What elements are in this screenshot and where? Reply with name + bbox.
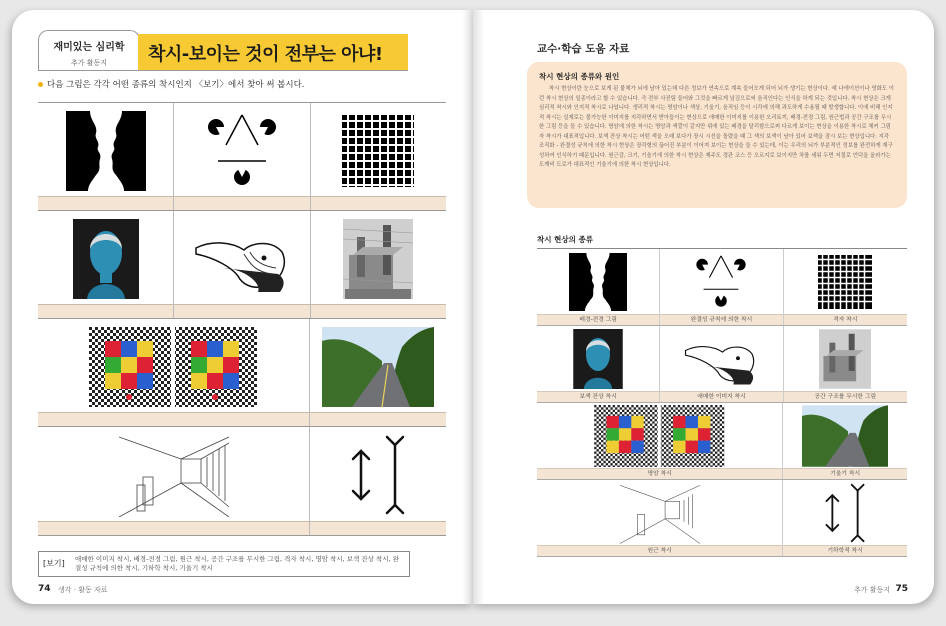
grid-row: [38, 103, 446, 211]
grid-row: [38, 211, 446, 319]
category-sub-label: 추가 활동지: [70, 59, 108, 67]
caption: 원근 착시: [537, 545, 782, 556]
divider: [38, 70, 408, 71]
table-row: [537, 403, 907, 480]
right-page: [473, 10, 934, 604]
table-cell: [783, 480, 907, 556]
caption: 완결성 규칙에 의한 착시: [660, 314, 782, 325]
worksheet-grid: [38, 102, 446, 536]
vase-faces-figure: [38, 103, 174, 210]
explanation-box: [527, 62, 907, 208]
kanizsa-triangle-figure: [174, 103, 310, 210]
answer-blank[interactable]: [311, 304, 446, 318]
caption: 기울기 착시: [783, 468, 907, 479]
page-title: 착시-보이는 것이 전부는 아냐!: [148, 44, 383, 65]
category-tab: [38, 30, 140, 71]
choices-text: 애매한 이미지 착시, 배경-전경 그림, 원근 착시, 공간 구조를 무시한 그림, 격자 착시, 명암 착시, 보색 잔상 착시, 완결성 규칙에 의한 착시, 기하학 착시, 기울기 착시: [75, 555, 399, 572]
book-spine-shadow: [462, 10, 484, 604]
choices-box: [38, 551, 410, 577]
table-cell: [660, 249, 783, 325]
table-row: [537, 326, 907, 403]
afterimage-face-figure: [38, 211, 174, 318]
caption: 공간 구조를 무시한 그림: [784, 391, 907, 402]
table-cell: [537, 480, 783, 556]
table-cell: [537, 326, 660, 402]
caption: 격자 착시: [784, 314, 907, 325]
table-cell: [537, 403, 783, 479]
answer-blank[interactable]: [38, 304, 173, 318]
table-cell: [784, 249, 907, 325]
table-cell: [783, 403, 907, 479]
instruction: [38, 78, 305, 90]
caption: 배경-전경 그림: [537, 314, 659, 325]
muller-lyer-figure: [310, 427, 446, 535]
grid-illusion-figure: [311, 103, 446, 210]
answer-blank[interactable]: [38, 196, 173, 210]
category-label: 재미있는 심리학: [53, 42, 125, 53]
explanation-title: 착시 현상의 종류와 원인: [539, 72, 620, 81]
page-footer-label: 추가 활동지: [853, 586, 890, 594]
answer-blank[interactable]: [311, 196, 446, 210]
answer-blank[interactable]: [38, 521, 309, 535]
duck-rabbit-figure: [174, 211, 310, 318]
caption: 명암 착시: [537, 468, 782, 479]
perspective-room-figure: [38, 427, 310, 535]
caption: 애매한 이미지 착시: [660, 391, 782, 402]
checker-cube-figure: [38, 319, 310, 426]
types-table: [537, 248, 907, 557]
left-page: [12, 10, 473, 604]
bullet-icon: [38, 82, 43, 87]
grid-row: [38, 427, 446, 536]
grid-row: [38, 319, 446, 427]
explanation-body: 착시 현상이란 눈으로 보게 된 물체가 뇌에 남아 있는데 다른 정보가 연속으로 계속 들어오게 되어 뇌가 생기는 현상이다. 예 나에이션이나 영화도 이런 착시 현상의 일종이라고 할 수 있습니다. 즉 전부 사진팀 들어와 그것을 빠르게 넘김으로써 움직인다는 인식을 하게 되는 것입니다. 착시 현상은 크게 심리적 착시와 인지적 착시로 나뉩니다. 생리적 착시는 명암이나 색상, 기울기, 움직임 등이 시각에 의해 과도하게 수용될 때 발생합니다. 이에 비해 인지적 착시는 실제로는 불가능한 이미지를 지각하면서 받아들이는 현상으로 애매한 이미지를 이용한 오리토끼, 배경-전경 그림, 원근법과 공간 구조를 무시한 그림 등을 들 수 있습니다. 명암에 의한 착시는 명암과 색깔이 같지만 위에 있는 배경을 달리함으로써 다르게 보이는 현상을 이용한 착시로 체커 그림자 착시가 대표적입니다. 보색 잔상 착시는 어떤 색을 오래 보다가 장시 시선을 돌렸을 때 그 색의 보색이 남아 있어 보색을 잠시 보는 현상입니다. 지각 조직화 - 완결성 규칙에 의한 착시 현상은 장각형의 끊어진 부분이 이어져 보이는 현상을 들 수 있는데, 이는 우리의 뇌가 부분적인 정보를 완전하게 재구성하여 인식하기 때문입니다. 원근감, 크기, 기울기에 의한 착시 현상은 제주도 경관 코스 등 오르지로 보이지만 차를 세워 두면 저절로 언덕을 올라가는 도깨비 도로가 대표적인 기울기에 의한 착시 현상입니다.: [539, 86, 894, 168]
table-row: [537, 249, 907, 326]
title-bar: [138, 34, 408, 70]
table-cell: [537, 249, 660, 325]
types-heading: 착시 현상의 종류: [537, 235, 593, 244]
caption: 기하학적 착시: [783, 545, 907, 556]
section-title: 교수·학습 도움 자료: [537, 43, 630, 55]
instruction-text: 다음 그림은 각각 어떤 종류의 착시인지 〈보기〉에서 찾아 써 봅시다.: [47, 80, 305, 90]
table-row: [537, 480, 907, 557]
page-number: 75: [895, 584, 908, 594]
answer-blank[interactable]: [310, 412, 446, 426]
answer-blank[interactable]: [174, 196, 309, 210]
page-footer-label: 생각 · 활동 자료: [58, 586, 108, 594]
table-cell: [660, 326, 783, 402]
answer-blank[interactable]: [38, 412, 309, 426]
table-cell: [784, 326, 907, 402]
caption: 보색 잔상 착시: [537, 391, 659, 402]
page-number: 74: [38, 584, 51, 594]
road-slope-photo: [310, 319, 446, 426]
choices-label: [보기]: [43, 559, 65, 568]
answer-blank[interactable]: [174, 304, 309, 318]
escher-waterfall-figure: [311, 211, 446, 318]
answer-blank[interactable]: [310, 521, 446, 535]
